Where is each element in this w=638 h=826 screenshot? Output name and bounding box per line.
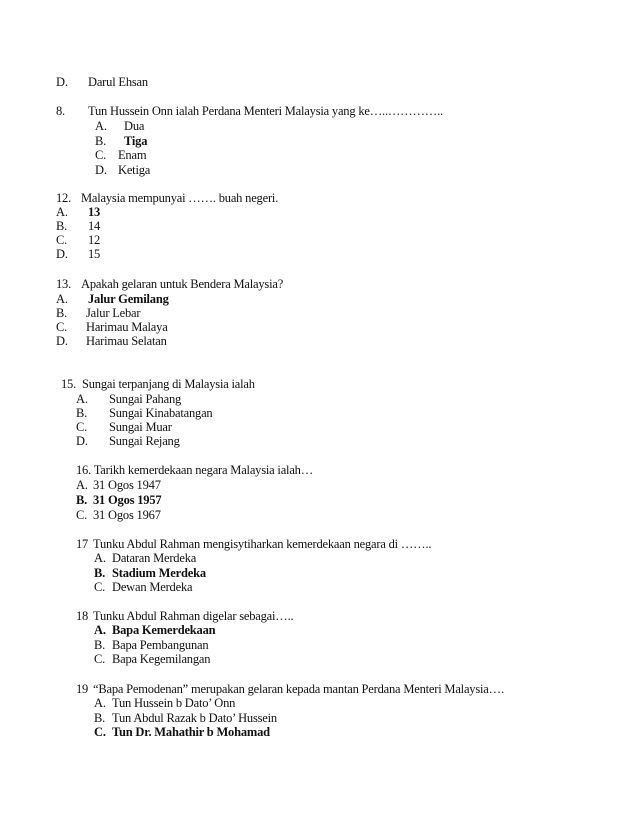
option-letter: A. [56, 205, 68, 219]
option-text: 12 [88, 233, 101, 247]
option-text: Ketiga [118, 163, 151, 177]
option-text: Harimau Malaya [86, 320, 168, 334]
option-letter: B. [56, 219, 68, 233]
option-text: Bapa Pembangunan [112, 638, 209, 652]
option-text: 14 [88, 219, 101, 233]
option-letter: B. [94, 711, 106, 725]
option-text-answer: Tun Dr. Mahathir b Mohamad [112, 725, 270, 739]
option-letter: A. [94, 551, 106, 565]
option-letter: A. [56, 292, 68, 306]
option-text: Dewan Merdeka [112, 580, 193, 594]
question-text: Malaysia mempunyai ……. buah negeri. [81, 191, 279, 205]
option-text: Dua [124, 119, 145, 133]
question-number: 8. [56, 104, 65, 118]
question-number: 15. [61, 377, 77, 391]
option-text-answer: 13 [88, 205, 101, 219]
question-number: 18 [76, 609, 89, 623]
option-letter: C. [76, 508, 88, 522]
option-letter: C. [94, 580, 106, 594]
question-text: Tunku Abdul Rahman digelar sebagai….. [93, 609, 294, 623]
option-text-answer: Jalur Gemilang [88, 292, 169, 306]
option-text: Dataran Merdeka [112, 551, 197, 565]
option-letter: D. [56, 247, 68, 261]
option-letter: C. [94, 652, 106, 666]
option-letter: A. [95, 119, 107, 133]
option-letter: C. [76, 420, 88, 434]
option-letter: B. [76, 406, 88, 420]
option-text: Tun Abdul Razak b Dato’ Hussein [112, 711, 277, 725]
option-text: 31 Ogos 1947 [93, 478, 161, 492]
option-text: 31 Ogos 1967 [93, 508, 161, 522]
option-text-answer: Stadium Merdeka [112, 566, 206, 580]
option-letter: D. [56, 334, 68, 348]
question-text: Apakah gelaran untuk Bendera Malaysia? [81, 277, 284, 291]
option-text: Darul Ehsan [88, 75, 148, 89]
option-text: Jalur Lebar [86, 306, 141, 320]
option-letter: A. [76, 392, 88, 406]
option-letter-answer: C. [94, 725, 106, 739]
option-text: Sungai Kinabatangan [109, 406, 213, 420]
option-text: Bapa Kegemilangan [112, 652, 211, 666]
question-text: Tun Hussein Onn ialah Perdana Menteri Malaysia yang ke…..………….. [88, 104, 443, 118]
option-letter: D. [95, 163, 107, 177]
option-text: Sungai Pahang [109, 392, 182, 406]
option-text: Harimau Selatan [86, 334, 167, 348]
option-text-answer: Tiga [124, 134, 148, 148]
option-letter: C. [56, 320, 68, 334]
option-letter: B. [94, 638, 106, 652]
option-letter-answer: B. [94, 566, 106, 580]
option-text-answer: Bapa Kemerdekaan [112, 623, 216, 637]
question-text: Tunku Abdul Rahman mengisytiharkan kemerdekaan negara di …….. [93, 537, 432, 551]
option-text: 15 [88, 247, 101, 261]
question-number: 17 [76, 537, 89, 551]
option-text: Enam [118, 148, 147, 162]
option-letter: D. [56, 75, 68, 89]
option-letter: A. [94, 696, 106, 710]
option-letter: D. [76, 434, 88, 448]
option-letter: C. [95, 148, 107, 162]
question-text: 16. Tarikh kemerdekaan negara Malaysia ialah… [76, 463, 314, 477]
question-number: 19 [76, 682, 89, 696]
question-number: 13. [56, 277, 72, 291]
option-text: Sungai Rejang [109, 434, 180, 448]
option-text: Tun Hussein b Dato’ Onn [112, 696, 236, 710]
question-text: “Bapa Pemodenan” merupakan gelaran kepada mantan Perdana Menteri Malaysia…. [93, 682, 504, 696]
option-letter-answer: A. [94, 623, 106, 637]
option-letter: C. [56, 233, 68, 247]
question-number: 12. [56, 191, 72, 205]
option-letter-answer: B. [76, 493, 88, 507]
option-letter: B. [56, 306, 68, 320]
option-letter: A. [76, 478, 88, 492]
question-text: Sungai terpanjang di Malaysia ialah [82, 377, 255, 391]
option-text: Sungai Muar [109, 420, 172, 434]
option-text-answer: 31 Ogos 1957 [93, 493, 162, 507]
option-letter: B. [95, 134, 107, 148]
